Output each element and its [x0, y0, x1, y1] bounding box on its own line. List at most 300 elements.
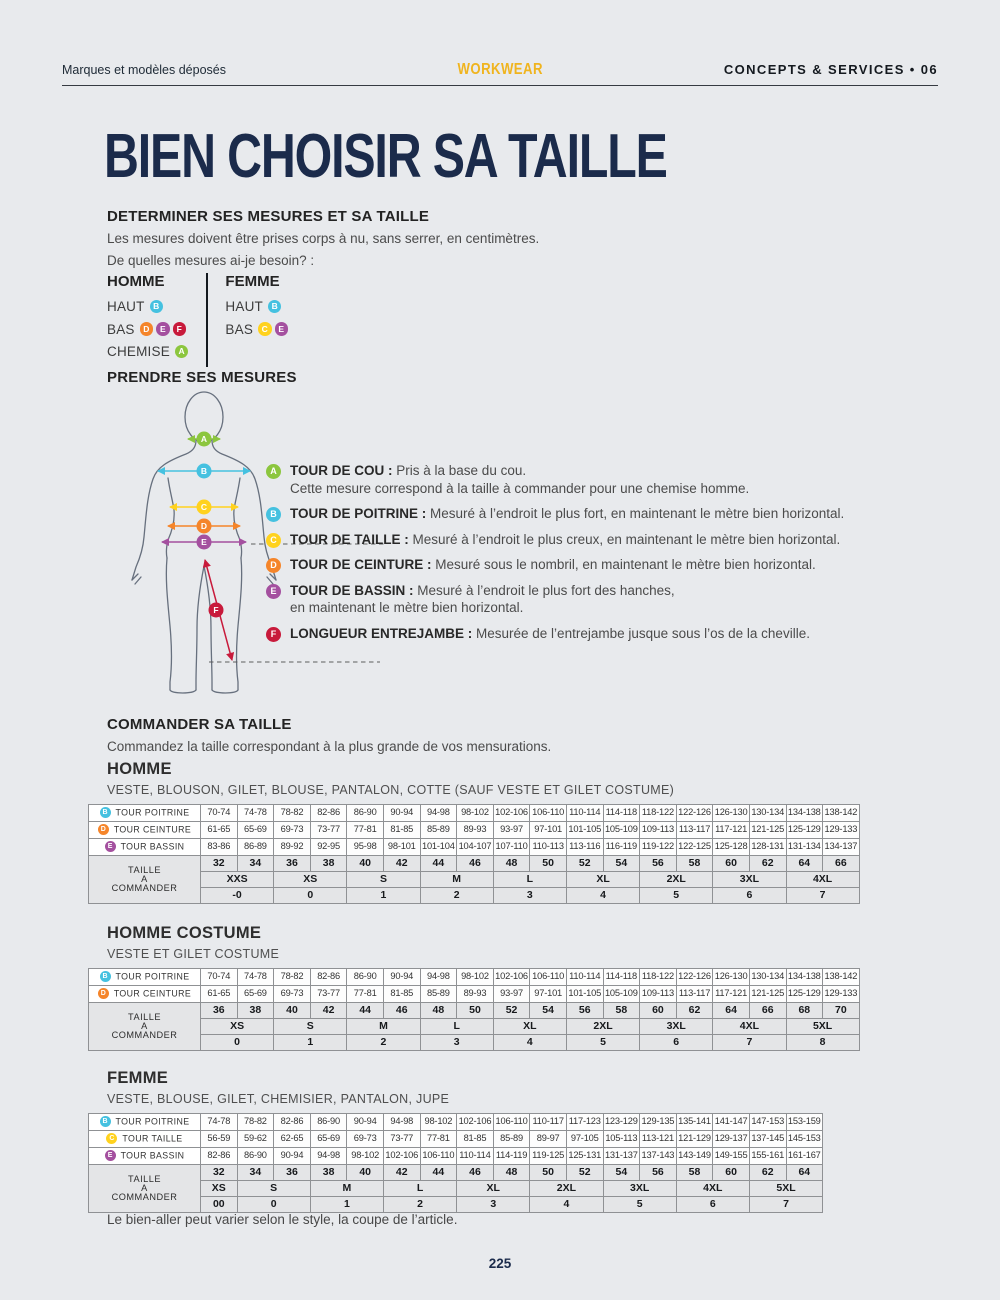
measure-cell: 113-121 [640, 1131, 677, 1148]
size-cell: 36 [201, 1003, 238, 1019]
measure-need-row [225, 322, 288, 337]
measure-badge-d: D [266, 558, 281, 573]
fit-footnote: Le bien-aller peut varier selon le style, la coupe de l’article. [107, 1212, 458, 1227]
letter-size-cell: XL [493, 1019, 566, 1035]
size-cell: 62 [676, 1003, 713, 1019]
measure-cell: 97-105 [566, 1131, 603, 1148]
diagram-badge-b: B [200, 466, 208, 476]
measure-cell: 129-133 [823, 986, 860, 1003]
size-table-1 [88, 804, 978, 904]
measure-cell: 122-125 [676, 839, 713, 856]
size-section-femme [88, 1069, 978, 1213]
measure-cell: 89-97 [530, 1131, 567, 1148]
measure-row-name: TOUR TAILLE [122, 1133, 183, 1144]
code-size-cell: 3 [420, 1035, 493, 1051]
measure-cell: 106-110 [530, 969, 567, 986]
size-cell: 42 [383, 856, 420, 872]
measure-cell: 78-82 [237, 1114, 274, 1131]
measure-cell: 134-138 [786, 969, 823, 986]
size-cell: 50 [530, 1165, 567, 1181]
measure-cell: 93-97 [493, 986, 530, 1003]
size-cell: 58 [676, 1165, 713, 1181]
measure-cell: 153-159 [786, 1114, 823, 1131]
measure-term: TOUR DE POITRINE : [290, 506, 431, 521]
measure-cell: 92-95 [310, 839, 347, 856]
size-cell: 66 [749, 1003, 786, 1019]
measure-cell: 94-98 [383, 1114, 420, 1131]
size-order-label [89, 1003, 201, 1051]
measure-cell: 83-86 [201, 839, 238, 856]
letter-size-cell: L [493, 872, 566, 888]
measure-cell: 118-122 [640, 969, 677, 986]
measure-need-label: BAS [107, 321, 135, 337]
code-size-cell: 4 [493, 1035, 566, 1051]
diagram-badge-f: F [213, 605, 219, 615]
measure-cell: 98-102 [347, 1148, 384, 1165]
size-cell: 60 [713, 856, 750, 872]
measure-cell: 73-77 [310, 822, 347, 839]
measure-cell: 122-126 [676, 805, 713, 822]
measure-badge-c: C [258, 322, 272, 336]
code-size-cell: 7 [713, 1035, 786, 1051]
measure-cell: 86-90 [347, 805, 384, 822]
measure-cell: 98-102 [457, 969, 494, 986]
size-cell: 34 [237, 1165, 274, 1181]
size-section-subtitle: VESTE, BLOUSON, GILET, BLOUSE, PANTALON, COTTE (SAUF VESTE ET GILET COSTUME) [107, 783, 675, 797]
measure-cell: 102-106 [493, 969, 530, 986]
order-intro: Commandez la taille correspondant à la plus grande de vos mensurations. [107, 739, 552, 754]
measure-cell: 81-85 [383, 986, 420, 1003]
measure-cell: 125-129 [786, 822, 823, 839]
code-size-cell: 2 [383, 1197, 456, 1213]
measure-badge-c: C [106, 1133, 117, 1144]
size-cell: 36 [274, 856, 311, 872]
measure-cell: 98-101 [383, 839, 420, 856]
measure-cell: 137-145 [749, 1131, 786, 1148]
measure-cell: 101-105 [566, 822, 603, 839]
size-cell: 34 [237, 856, 274, 872]
measure-row [89, 1148, 823, 1165]
measure-badge-d: D [140, 322, 154, 336]
measure-cell: 126-130 [713, 805, 750, 822]
code-size-cell: 1 [274, 1035, 347, 1051]
measure-need-row [107, 299, 188, 314]
size-cell: 64 [786, 856, 823, 872]
measure-cell: 70-74 [201, 969, 238, 986]
size-cell: 38 [237, 1003, 274, 1019]
code-size-cell: 2 [347, 1035, 420, 1051]
measure-need-row [225, 299, 288, 314]
size-section-homme-costume [88, 924, 978, 1051]
measure-cell: 73-77 [310, 986, 347, 1003]
measure-badge-b: B [100, 807, 111, 818]
measure-need-label: BAS [225, 321, 254, 337]
measure-cell: 131-134 [786, 839, 823, 856]
measure-badge-d: D [98, 824, 109, 835]
code-size-cell: 8 [786, 1035, 859, 1051]
size-cell: 68 [786, 1003, 823, 1019]
measure-cell: 155-161 [749, 1148, 786, 1165]
measure-desc: Mesuré à l’endroit le plus fort des hanches, [417, 582, 675, 598]
measure-cell: 94-98 [310, 1148, 347, 1165]
determine-col-femme [208, 273, 288, 367]
measure-cell: 130-134 [749, 805, 786, 822]
page-number: 225 [488, 1256, 512, 1271]
measure-definition-text [290, 462, 749, 497]
letter-size-cell: 5XL [749, 1181, 822, 1197]
measure-cell: 113-117 [676, 822, 713, 839]
measure-cell: 113-116 [566, 839, 603, 856]
measure-definition-text [290, 556, 816, 574]
measure-badge-e: E [105, 841, 116, 852]
measure-cell: 94-98 [420, 969, 457, 986]
measure-desc: Pris à la base du cou. [396, 463, 527, 478]
measure-cell: 134-137 [823, 839, 860, 856]
code-size-cell: -0 [201, 888, 274, 904]
code-size-cell: 6 [713, 888, 786, 904]
measure-cell: 97-101 [530, 986, 567, 1003]
size-cell: 54 [603, 856, 640, 872]
measure-definition [266, 582, 936, 617]
letter-size-cell: S [347, 872, 420, 888]
measure-cell: 138-142 [823, 969, 860, 986]
measure-cell: 101-104 [420, 839, 457, 856]
determine-heading: DETERMINER SES MESURES ET SA TAILLE [107, 208, 430, 225]
size-cell: 62 [749, 856, 786, 872]
measure-cell: 125-128 [713, 839, 750, 856]
measure-need-row [107, 344, 188, 359]
size-number-row [89, 1165, 823, 1181]
size-cell: 62 [749, 1165, 786, 1181]
letter-size-cell: M [420, 872, 493, 888]
measure-cell: 65-69 [237, 986, 274, 1003]
measure-cell: 59-62 [237, 1131, 274, 1148]
size-cell: 70 [823, 1003, 860, 1019]
measure-cell: 131-137 [603, 1148, 640, 1165]
measure-line [290, 505, 844, 523]
size-cell: 56 [566, 1003, 603, 1019]
measure-badge-b: B [268, 300, 282, 314]
measure-definition [266, 505, 936, 523]
measure-cell: 137-143 [640, 1148, 677, 1165]
measure-cell: 110-117 [530, 1114, 567, 1131]
code-size-cell: 4 [530, 1197, 603, 1213]
measure-cell: 117-121 [713, 822, 750, 839]
code-size-cell: 6 [640, 1035, 713, 1051]
measure-cell: 101-105 [566, 986, 603, 1003]
measure-cell: 90-94 [383, 969, 420, 986]
size-order-label-line: TAILLE [128, 1173, 161, 1184]
measure-cell: 114-119 [493, 1148, 530, 1165]
measure-cell: 74-78 [201, 1114, 238, 1131]
measure-line [290, 462, 749, 480]
measure-term: TOUR DE BASSIN : [290, 582, 418, 598]
measure-cell: 125-131 [566, 1148, 603, 1165]
code-size-cell: 5 [603, 1197, 676, 1213]
letter-size-cell: XS [274, 872, 347, 888]
measure-badge-a: A [266, 464, 281, 479]
size-table [88, 1113, 823, 1213]
measure-row [89, 986, 860, 1003]
measure-badge-d: D [98, 988, 109, 999]
measure-cell: 74-78 [237, 805, 274, 822]
measure-cell: 82-86 [274, 1114, 311, 1131]
measure-cell: 121-125 [749, 986, 786, 1003]
code-size-cell: 00 [201, 1197, 238, 1213]
size-cell: 54 [603, 1165, 640, 1181]
measure-needs [107, 273, 288, 367]
size-cell: 52 [566, 856, 603, 872]
letter-size-cell: XXS [201, 872, 274, 888]
measure-need-label: HAUT [107, 299, 145, 314]
measure-cell: 107-110 [493, 839, 530, 856]
measure-cell: 129-137 [713, 1131, 750, 1148]
size-cell: 42 [383, 1165, 420, 1181]
letter-size-cell: 4XL [713, 1019, 786, 1035]
size-cell: 32 [201, 856, 238, 872]
letter-size-cell: M [347, 1019, 420, 1035]
size-section-title: HOMME COSTUME [107, 924, 262, 942]
size-number-row [89, 856, 860, 872]
measure-cell: 89-93 [457, 822, 494, 839]
size-cell: 64 [713, 1003, 750, 1019]
measure-row-name: TOUR CEINTURE [113, 824, 192, 835]
measure-cell: 82-86 [201, 1148, 238, 1165]
size-cell: 46 [457, 856, 494, 872]
code-size-cell: 3 [493, 888, 566, 904]
measure-row-label [89, 969, 201, 986]
size-order-label [89, 856, 201, 904]
page-title: BIEN CHOISIR SA TAILLE [104, 122, 667, 191]
size-letter-row [89, 872, 860, 888]
code-size-cell: 7 [786, 888, 859, 904]
measure-cell: 109-113 [640, 822, 677, 839]
measure-cell: 105-113 [603, 1131, 640, 1148]
measure-cell: 143-149 [676, 1148, 713, 1165]
size-order-label-line: A [141, 1182, 148, 1193]
measure-cell: 98-102 [420, 1114, 457, 1131]
measure-cell: 86-90 [237, 1148, 274, 1165]
diagram-badge-d: D [200, 521, 208, 531]
measure-cell: 93-97 [493, 822, 530, 839]
size-cell: 56 [640, 856, 677, 872]
code-size-cell: 5 [640, 888, 713, 904]
size-table [88, 968, 860, 1051]
size-cell: 42 [310, 1003, 347, 1019]
measure-cell: 118-122 [640, 805, 677, 822]
measure-cell: 86-90 [310, 1114, 347, 1131]
size-cell: 58 [603, 1003, 640, 1019]
order-heading: COMMANDER SA TAILLE [107, 716, 292, 733]
code-size-cell: 4 [566, 888, 639, 904]
size-table-3 [88, 1113, 978, 1213]
diagram-badge-e: E [201, 537, 207, 547]
size-cell: 46 [383, 1003, 420, 1019]
letter-size-cell: S [237, 1181, 310, 1197]
measure-cell: 69-73 [347, 1131, 384, 1148]
measure-badge-e: E [275, 322, 289, 336]
size-order-label-line: COMMANDER [111, 1192, 178, 1203]
measure-cell: 65-69 [310, 1131, 347, 1148]
measure-row-label [89, 805, 201, 822]
measure-row [89, 839, 860, 856]
size-cell: 50 [457, 1003, 494, 1019]
letter-size-cell: L [383, 1181, 456, 1197]
measure-cell: 106-110 [493, 1114, 530, 1131]
size-order-label-line: TAILLE [128, 864, 161, 875]
size-cell: 44 [420, 1165, 457, 1181]
size-section-subtitle: VESTE, BLOUSE, GILET, CHEMISIER, PANTALON, JUPE [107, 1092, 450, 1106]
measure-cell: 89-93 [457, 986, 494, 1003]
measure-cell: 65-69 [237, 822, 274, 839]
size-section-subtitle: VESTE ET GILET COSTUME [107, 947, 280, 961]
measure-cell: 86-90 [347, 969, 384, 986]
measure-row-name: TOUR CEINTURE [113, 988, 192, 999]
header-section-label: CONCEPTS & SERVICES • 06 [723, 62, 938, 77]
measure-badge-c: C [266, 533, 281, 548]
letter-size-cell: 2XL [566, 1019, 639, 1035]
measure-row-name: TOUR POITRINE [115, 1116, 190, 1127]
code-size-cell: 6 [676, 1197, 749, 1213]
measure-cell: 73-77 [383, 1131, 420, 1148]
measure-cell: 122-126 [676, 969, 713, 986]
measure-cell: 81-85 [457, 1131, 494, 1148]
measure-cell: 114-118 [603, 969, 640, 986]
measure-cell: 77-81 [347, 986, 384, 1003]
measure-cell: 141-147 [713, 1114, 750, 1131]
letter-size-cell: 4XL [786, 872, 859, 888]
measure-cell: 123-129 [603, 1114, 640, 1131]
measure-cell: 125-129 [786, 986, 823, 1003]
measure-row [89, 1131, 823, 1148]
measure-cell: 105-109 [603, 986, 640, 1003]
size-cell: 64 [786, 1165, 823, 1181]
measure-cell: 74-78 [237, 969, 274, 986]
size-order-label-line: TAILLE [128, 1011, 161, 1022]
measure-cell: 89-92 [274, 839, 311, 856]
size-cell: 44 [420, 856, 457, 872]
determine-line2: De quelles mesures ai-je besoin? : [107, 253, 315, 268]
size-order-label [89, 1165, 201, 1213]
letter-size-cell: 2XL [640, 872, 713, 888]
measure-cell: 114-118 [603, 805, 640, 822]
size-section-homme [88, 760, 978, 904]
measure-cell: 69-73 [274, 986, 311, 1003]
size-cell: 48 [420, 1003, 457, 1019]
measure-cell: 106-110 [420, 1148, 457, 1165]
measure-cell: 70-74 [201, 805, 238, 822]
measure-cell: 110-114 [566, 969, 603, 986]
measure-cell: 121-125 [749, 822, 786, 839]
letter-size-cell: XL [566, 872, 639, 888]
size-cell: 40 [347, 1165, 384, 1181]
measure-cell: 126-130 [713, 969, 750, 986]
letter-size-cell: 3XL [640, 1019, 713, 1035]
measure-term: TOUR DE COU : [290, 463, 397, 478]
measure-row-name: TOUR BASSIN [120, 841, 185, 852]
measure-row-name: TOUR BASSIN [120, 1150, 185, 1161]
size-cell: 56 [640, 1165, 677, 1181]
measure-need-row [107, 322, 188, 337]
measure-cell: 113-117 [676, 986, 713, 1003]
code-size-cell: 0 [201, 1035, 274, 1051]
measure-cell: 105-109 [603, 822, 640, 839]
measure-cell: 85-89 [420, 986, 457, 1003]
size-cell: 40 [347, 856, 384, 872]
measure-need-label: CHEMISE [107, 344, 170, 359]
measure-line2: en maintenant le mètre bien horizontal. [290, 600, 524, 615]
letter-size-cell: S [274, 1019, 347, 1035]
header-divider [62, 85, 938, 86]
size-table-2 [88, 968, 978, 1051]
measure-badge-f: F [266, 627, 281, 642]
measure-cell: 97-101 [530, 822, 567, 839]
measure-cell: 82-86 [310, 805, 347, 822]
code-size-cell: 7 [749, 1197, 822, 1213]
measure-cell: 147-153 [749, 1114, 786, 1131]
letter-size-cell: L [420, 1019, 493, 1035]
size-cell: 38 [310, 856, 347, 872]
measure-cell: 85-89 [493, 1131, 530, 1148]
measure-row-name: TOUR POITRINE [115, 807, 190, 818]
size-cell: 60 [713, 1165, 750, 1181]
measure-desc: Mesurée de l’entrejambe jusque sous l’os de la cheville. [476, 625, 810, 641]
size-cell: 52 [493, 1003, 530, 1019]
measure-cell: 61-65 [201, 986, 238, 1003]
measure-line2: Cette mesure correspond à la taille à commander pour une chemise homme. [290, 480, 750, 496]
size-cell: 54 [530, 1003, 567, 1019]
measure-cell: 119-122 [640, 839, 677, 856]
determine-col-homme [107, 273, 208, 367]
measure-cell: 121-129 [676, 1131, 713, 1148]
measure-cell: 149-155 [713, 1148, 750, 1165]
letter-size-cell: 4XL [676, 1181, 749, 1197]
measure-definition-text [290, 582, 675, 617]
letter-size-cell: 2XL [530, 1181, 603, 1197]
column-title: FEMME [225, 273, 280, 290]
measure-cell: 102-106 [493, 805, 530, 822]
measure-definition-text [290, 625, 810, 643]
column-title: HOMME [107, 273, 165, 290]
measure-row-name: TOUR POITRINE [115, 971, 190, 982]
measure-badge-b: B [100, 1116, 111, 1127]
code-size-cell: 3 [457, 1197, 530, 1213]
measure-badge-b: B [100, 971, 111, 982]
measure-row-label [89, 822, 201, 839]
code-size-cell: 0 [237, 1197, 310, 1213]
measure-cell: 81-85 [383, 822, 420, 839]
measure-cell: 102-106 [383, 1148, 420, 1165]
size-order-label-line: COMMANDER [111, 1030, 178, 1041]
size-cell: 46 [457, 1165, 494, 1181]
measure-row-label [89, 986, 201, 1003]
code-size-cell: 1 [310, 1197, 383, 1213]
measure-row [89, 969, 860, 986]
size-cell: 52 [566, 1165, 603, 1181]
measure-cell: 78-82 [274, 969, 311, 986]
size-section-title: FEMME [107, 1069, 169, 1087]
size-cell: 60 [640, 1003, 677, 1019]
letter-size-cell: 3XL [603, 1181, 676, 1197]
measure-cell: 98-102 [457, 805, 494, 822]
size-cell: 36 [274, 1165, 311, 1181]
measure-cell: 62-65 [274, 1131, 311, 1148]
measure-cell: 110-114 [457, 1148, 494, 1165]
measure-cell: 77-81 [347, 822, 384, 839]
letter-size-cell: XL [457, 1181, 530, 1197]
measure-definition [266, 556, 936, 574]
measure-row [89, 822, 860, 839]
